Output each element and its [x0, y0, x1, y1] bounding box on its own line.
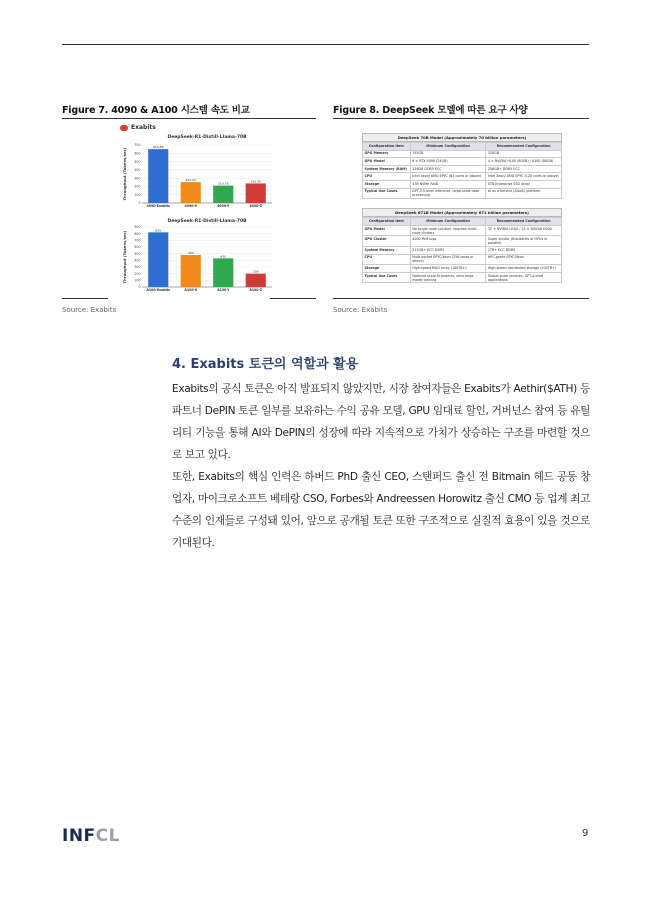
table-cell: 256GB+ DDR5 ECC	[486, 165, 562, 173]
table-row	[363, 173, 562, 181]
table-cell: CPU	[363, 254, 411, 265]
table-cell: GPT-3.5-level inference, large-scale data processing	[410, 188, 486, 199]
y-tick-label: 400	[134, 168, 141, 173]
figure-7-top-rule	[62, 118, 316, 119]
table-cell: 320GB	[486, 150, 562, 158]
table-cell: GPU Memory	[363, 150, 411, 158]
bar	[148, 232, 168, 287]
bar-value-label: 210.78	[218, 181, 229, 186]
x-tick-label: A100-Y	[217, 288, 230, 292]
table-cell: High-speed RAID array (100TB+)	[410, 265, 486, 273]
table-row	[363, 165, 562, 173]
table-cell: No single-node solution, requires multi-node clusters	[410, 225, 486, 236]
table-cell: National-scale AI projects, ultra-large model training	[410, 272, 486, 283]
table-70b	[362, 142, 562, 199]
table-row	[363, 158, 562, 166]
chart-title: DeepSeek-R1-Distill-Llama-70B	[167, 219, 247, 224]
table-cell: Intel Xeon/ AMD EPYC (64 cores or above)	[410, 173, 486, 181]
y-tick-label: 600	[134, 151, 141, 156]
bar	[181, 255, 201, 287]
table-cell: Typical Use Cases	[363, 272, 411, 283]
table-cell: AI as a Service (AIaaS) platform	[486, 188, 562, 199]
table-cell: System Memory (RAM)	[363, 165, 411, 173]
figure-7-bottom-rule-left	[62, 298, 108, 299]
y-tick-label: 200	[134, 184, 141, 189]
bar-value-label: 820	[155, 228, 162, 233]
bar	[213, 258, 233, 287]
table-cell: CPU	[363, 173, 411, 181]
table-header: Minimum Configuration	[410, 218, 486, 226]
table-header: Recommended Configuration	[486, 218, 562, 226]
table-row	[363, 246, 562, 254]
table-cell: Typical Use Cases	[363, 188, 411, 199]
table-cell: 128GB DDR5 ECC	[410, 165, 486, 173]
logo-main: INF	[62, 826, 96, 846]
table-cell: Storage	[363, 180, 411, 188]
table-cell: 2TB+ ECC DDR5	[486, 246, 562, 254]
table-671b-title: DeepSeek 671B Model (Approximately 671 billion parameters)	[362, 208, 562, 217]
x-tick-label: A100-X	[184, 288, 198, 292]
y-tick-label: 300	[134, 176, 141, 181]
bar-value-label: 200	[252, 269, 259, 274]
y-tick-label: 400	[134, 258, 141, 263]
figure-7-charts	[120, 123, 276, 293]
x-tick-label: A100-Exabits	[146, 288, 171, 292]
table-cell: 192GB	[410, 150, 486, 158]
y-tick-label: 100	[134, 278, 141, 283]
figure-8-top-rule	[333, 118, 589, 119]
x-tick-label: A100-Z	[249, 288, 263, 292]
bar-value-label: 236.40	[250, 179, 261, 184]
y-tick-label: 300	[134, 265, 141, 270]
table-header: Minimum Configuration	[410, 143, 486, 151]
y-tick-label: 500	[134, 251, 141, 256]
y-tick-label: 800	[134, 231, 141, 236]
figure-8-title: Figure 8. DeepSeek 모델에 따른 요구 사양	[333, 105, 528, 116]
section-heading: 4. Exabits 토큰의 역할과 활용	[172, 357, 359, 372]
figure-8-bottom-rule	[333, 298, 589, 299]
bar-value-label: 430	[220, 254, 227, 259]
table-row	[363, 272, 562, 283]
table-cell: GPU Cluster	[363, 236, 411, 247]
x-tick-label: 4090-Exabits	[146, 204, 170, 208]
table-row	[363, 225, 562, 236]
y-tick-label: 900	[134, 225, 141, 230]
table-row	[363, 254, 562, 265]
table-cell: 512GB+ ECC DDR5	[410, 246, 486, 254]
y-tick-label: 700	[134, 238, 141, 243]
y-tick-label: 200	[134, 271, 141, 276]
figure-8-source: Source: Exabits	[333, 306, 388, 314]
x-tick-label: 4090-Z	[249, 204, 263, 208]
chart-title: DeepSeek-R1-Distill-Llama-70B	[167, 135, 247, 140]
table-70b-title: DeepSeek 70B Model (Approximately 70 billion parameters)	[362, 133, 562, 142]
table-cell: Multi-socket EPYC/Xeon (256 cores or above)	[410, 254, 486, 265]
bar	[181, 182, 201, 203]
bar	[246, 183, 266, 203]
table-cell: 4TB NVMe RAID	[410, 180, 486, 188]
y-tick-label: 100	[134, 192, 141, 197]
table-cell: Intel Xeon/ AMD EPYC (128 cores or above)	[486, 173, 562, 181]
y-axis-label: Throughput (Tokens/sec)	[122, 230, 127, 284]
table-row	[363, 188, 562, 199]
paragraph-2: 또한, Exabits의 핵심 인력은 하버드 PhD 출신 CEO, 스탠퍼드 출신 전 Bitmain 헤드 공동 창업자, 마이크로소프트 베테랑 CSO, Forbes와 Andreessen Horowitz 출신 CMO 등 업계 최고 수준의 인재들로 구성돼 있어, 앞으로 공개될 토큰 또한 구조적으로 실질적 효용이 있을 것으로 기대된다.	[172, 471, 590, 549]
table-cell: 4 × NVIDIA H100 (80GB) / A100 (80GB)	[486, 158, 562, 166]
table-cell: GPU Model	[363, 225, 411, 236]
table-header: Recommended Configuration	[486, 143, 562, 151]
table-671b	[362, 217, 562, 283]
table-row	[363, 180, 562, 188]
figure-7-title: Figure 7. 4090 & A100 시스템 속도 비교	[62, 105, 250, 116]
figure-8-image	[362, 133, 562, 283]
table-row	[363, 236, 562, 247]
bar-value-label: 480	[187, 251, 194, 255]
table-row	[363, 265, 562, 273]
figure-7-bottom-rule-right	[270, 298, 316, 299]
bar-value-label: 650.86	[153, 145, 164, 150]
table-cell: 32 × NVIDIA H100 / 24 × NVIDIA H200	[486, 225, 562, 236]
table-cell: Super cluster (thousands of GPUs in parallel)	[486, 236, 562, 247]
brand-label: Exabits	[131, 124, 156, 131]
table-cell: GPU Model	[363, 158, 411, 166]
table-cell: 8TB Enterprise SSD Array	[486, 180, 562, 188]
y-tick-label: 0	[138, 201, 141, 206]
x-tick-label: 4090-X	[184, 204, 197, 208]
logo-sub: CL	[95, 826, 120, 846]
figure-7-image	[120, 123, 276, 293]
table-header: Configuration Item	[363, 143, 411, 151]
bar	[246, 274, 266, 287]
table-cell: Storage	[363, 265, 411, 273]
bar	[213, 186, 233, 203]
paragraph-1: Exabits의 공식 토큰은 아직 발표되지 않았지만, 시장 참여자들은 Exabits가 Aethir($ATH) 등 파트너 DePIN 토큰 일부를 보유하는 수익 공유 모델, GPU 임대료 할인, 거버넌스 참여 등 유틸리티 기능을 통해 AI와 DePIN의 성장에 따라 지속적으로 가치가 상승하는 구조를 마련할 것으로 보고 있다.	[172, 383, 590, 461]
bar	[148, 149, 168, 203]
table-cell: System Memory	[363, 246, 411, 254]
table-row	[363, 150, 562, 158]
figure-7-source: Source: Exabits	[62, 306, 117, 314]
table-cell: 8 × RTX 4090 (24GB)	[410, 158, 486, 166]
page-number: 9	[582, 828, 589, 839]
y-axis-label: Throughput (Tokens/sec)	[122, 147, 127, 201]
table-cell: HPC-grade EPYC/Xeon	[486, 254, 562, 265]
infcl-logo	[62, 826, 120, 846]
top-rule	[62, 44, 589, 45]
x-tick-label: 4090-Y	[217, 204, 230, 208]
table-cell: 4000 PetFLops	[410, 236, 486, 247]
y-tick-label: 700	[134, 143, 141, 148]
y-tick-label: 0	[138, 285, 141, 290]
y-tick-label: 500	[134, 159, 141, 164]
table-cell: Global-scale services, GPT-4-level applications	[486, 272, 562, 283]
y-tick-label: 600	[134, 245, 141, 250]
bar-value-label: 252.50	[185, 178, 196, 183]
table-cell: High-speed distributed storage (100TB+)	[486, 265, 562, 273]
table-header: Configuration Item	[363, 218, 411, 226]
